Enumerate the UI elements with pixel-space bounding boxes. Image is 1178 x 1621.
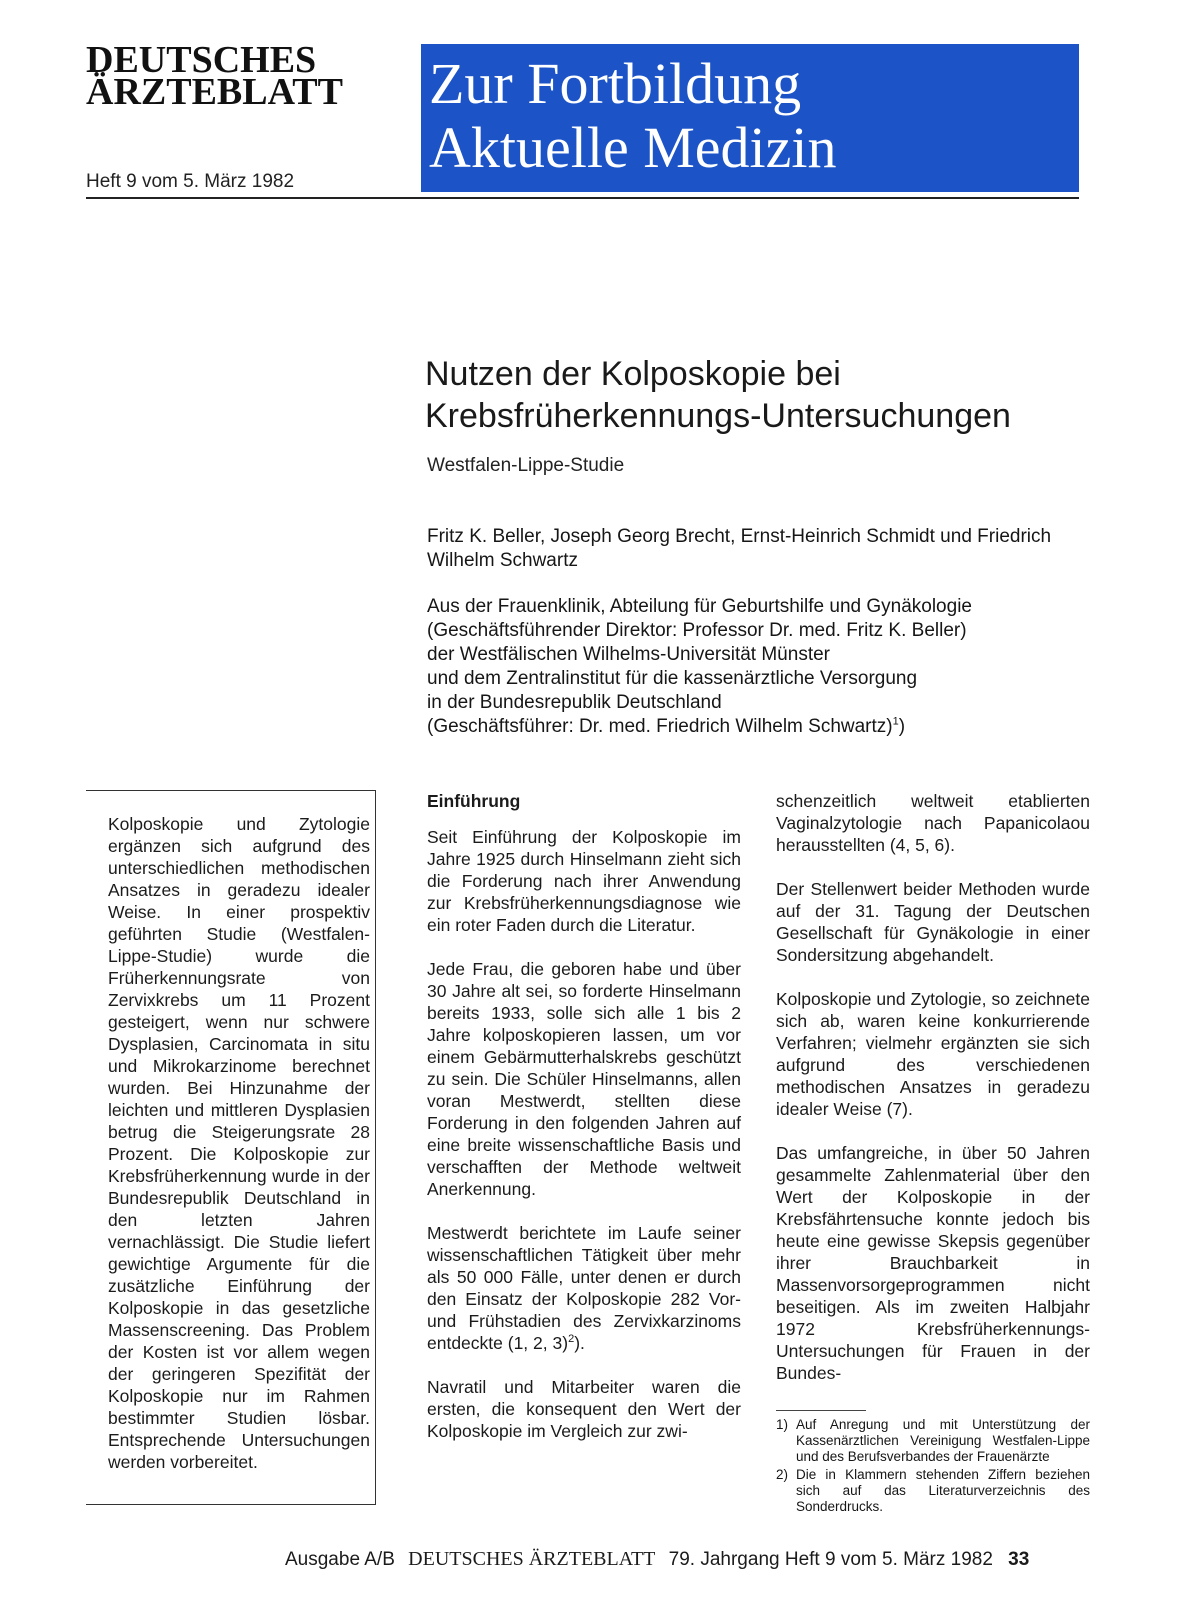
article-subtitle: Westfalen-Lippe-Studie xyxy=(427,455,625,476)
abstract-text: Kolposkopie und Zytologie ergänzen sich aufgrund des unterschiedlichen methodischen Ansatzes in geradezu idealer Weise. In einer prospektiv geführten Studie (Westfalen-Lippe-Studie) wurde die Früherkennungsrate von Zervixkrebs um 11 Prozent gesteigert, wenn nur schwere Dysplasien, Carcinomata in situ und Mikrokarzinome berechnet wurden. Bei Hinzunahme der leichten und mittleren Dysplasien betrug die Steigerungsrate 28 Prozent. Die Kolposkopie zur Krebsfrüherkennung wurde in der Bundesrepublik Deutschland in den letzten Jahren vernachlässigt. Die Studie liefert gewichtige Argumente für die zusätzliche Einführung der Kolposkopie in das gesetzliche Massenscreening. Das Problem der Kosten ist vor allem wegen der geringeren Spezifität der Kolposkopie nur im Rahmen bestimmter Studien lösbar. Entsprechende Untersuchungen werden vorbereitet. xyxy=(108,814,370,1472)
footer-brand: DEUTSCHES ÄRZTEBLATT xyxy=(408,1548,656,1570)
title-line-2: Krebsfrüherkennungs-Untersuchungen xyxy=(425,397,1011,435)
page-footer xyxy=(285,1548,1085,1571)
banner-line-2: Aktuelle Medizin xyxy=(429,115,837,180)
body-paragraph: schenzeitlich weltweit etablierten Vaginalzytologie nach Papanicolaou herausstellten (4, 5, 6). xyxy=(776,791,1090,855)
footnote-item xyxy=(776,1417,1090,1465)
paragraph-end: ). xyxy=(574,1333,585,1353)
section-heading: Einführung xyxy=(427,791,521,811)
affiliation-line: Aus der Frauenklinik, Abteilung für Geburtshilfe und Gynäkologie xyxy=(427,596,972,617)
affiliation-line-last xyxy=(427,715,1107,739)
page-number: 33 xyxy=(1008,1549,1030,1570)
paragraph-text: Mestwerdt berichtete im Laufe seiner wissenschaftlichen Tätigkeit über mehr als 50 000 Fälle, unter denen er durch den Einsatz der Kolposkopie 282 Vor- und Frühstadien des Zervixkarzinoms entdeckte (1, 2, 3) xyxy=(427,1223,741,1353)
affiliation-line: in der Bundesrepublik Deutschland xyxy=(427,692,722,713)
journal-masthead xyxy=(86,39,406,113)
affiliation-line: der Westfälischen Wilhelms-Universität Münster xyxy=(427,644,830,665)
affiliation-line: (Geschäftsführender Direktor: Professor Dr. med. Fritz K. Beller) xyxy=(427,620,967,641)
footnote-divider xyxy=(776,1410,866,1411)
footer-edition: Ausgabe A/B xyxy=(285,1549,395,1570)
footnote-text: Die in Klammern stehenden Ziffern beziehen sich auf das Literaturverzeichnis des Sonderdrucks. xyxy=(796,1467,1090,1514)
body-paragraph: Das umfangreiche, in über 50 Jahren gesammelte Zahlenmaterial über den Wert der Kolposkopie in der Krebsfährtensuche konnte jedoch bis heute eine gewisse Skepsis gegenüber ihrer Brauchbarkeit in Massenvorsorgeprogrammen nicht beseitigen. Als im zweiten Halbjahr 1972 Krebsfrüherkennungs-Untersuchungen für Frauen in der Bundes- xyxy=(776,1143,1090,1383)
masthead-line-1: DEUTSCHES xyxy=(86,39,317,81)
affiliation-block xyxy=(427,595,1107,739)
body-paragraph: Navratil und Mitarbeiter waren die ersten, die konsequent den Wert der Kolposkopie im Vergleich zur zwi- xyxy=(427,1377,741,1441)
affiliation-line: und dem Zentralinstitut für die kassenärztliche Versorgung xyxy=(427,668,918,689)
affiliation-text: (Geschäftsführer: Dr. med. Friedrich Wilhelm Schwartz) xyxy=(427,716,893,737)
affiliation-close: ) xyxy=(898,716,906,737)
title-line-1: Nutzen der Kolposkopie bei xyxy=(425,355,841,393)
footer-volume: 79. Jahrgang Heft 9 vom 5. März 1982 xyxy=(668,1549,993,1570)
header-divider xyxy=(86,197,1079,199)
footnote-text: Auf Anregung und mit Unterstützung der Kassenärztlichen Vereinigung Westfalen-Lippe und des Berufsverbandes der Frauenärzte xyxy=(796,1417,1090,1464)
section-banner xyxy=(421,44,1079,192)
body-paragraph xyxy=(427,1222,741,1354)
author-list: Fritz K. Beller, Joseph Georg Brecht, Ernst-Heinrich Schmidt und Friedrich Wilhelm Schwartz xyxy=(427,526,1052,571)
footnote-mark: 1) xyxy=(776,1417,789,1432)
footnotes xyxy=(776,1410,1090,1517)
body-column-1 xyxy=(427,790,741,1464)
issue-date: Heft 9 vom 5. März 1982 xyxy=(86,171,295,192)
body-paragraph: Seit Einführung der Kolposkopie im Jahre 1925 durch Hinselmann zieht sich die Forderung nach ihrer Anwendung zur Krebsfrüherkennungsdiagnose wie ein roter Faden durch die Literatur. xyxy=(427,827,741,935)
banner-line-1: Zur Fortbildung xyxy=(429,51,802,116)
footnote-mark: 2) xyxy=(776,1467,789,1482)
footnote-ref: 1 xyxy=(892,715,899,728)
body-paragraph: Jede Frau, die geboren habe und über 30 Jahre alt sei, so forderte Hinselmann bereits 1933, solle sich alle 1 bis 2 Jahre kolposkopieren lassen, um vor einem Gebärmutterhalskrebs geschützt zu sein. Die Schüler Hinselmanns, allen voran Mestwerdt, stellten diese Forderung in den folgenden Jahren auf eine breite wissenschaftliche Basis und verschafften der Methode weltweit Anerkennung. xyxy=(427,959,741,1199)
footnote-ref: 2 xyxy=(568,1333,575,1346)
body-paragraph: Der Stellenwert beider Methoden wurde auf der 31. Tagung der Deutschen Gesellschaft für Gynäkologie in einer Sondersitzung abgehandelt. xyxy=(776,879,1090,965)
body-column-2 xyxy=(776,790,1090,1406)
footnote-item xyxy=(776,1467,1090,1515)
body-paragraph: Kolposkopie und Zytologie, so zeichnete sich ab, waren keine konkurrierende Verfahren; vielmehr ergänzten sie sich aufgrund des verschiedenen methodischen Ansatzes in geradezu idealer Weise (7). xyxy=(776,989,1090,1119)
masthead-line-2: ÄRZTEBLATT xyxy=(86,71,343,113)
article-title xyxy=(425,353,1105,437)
